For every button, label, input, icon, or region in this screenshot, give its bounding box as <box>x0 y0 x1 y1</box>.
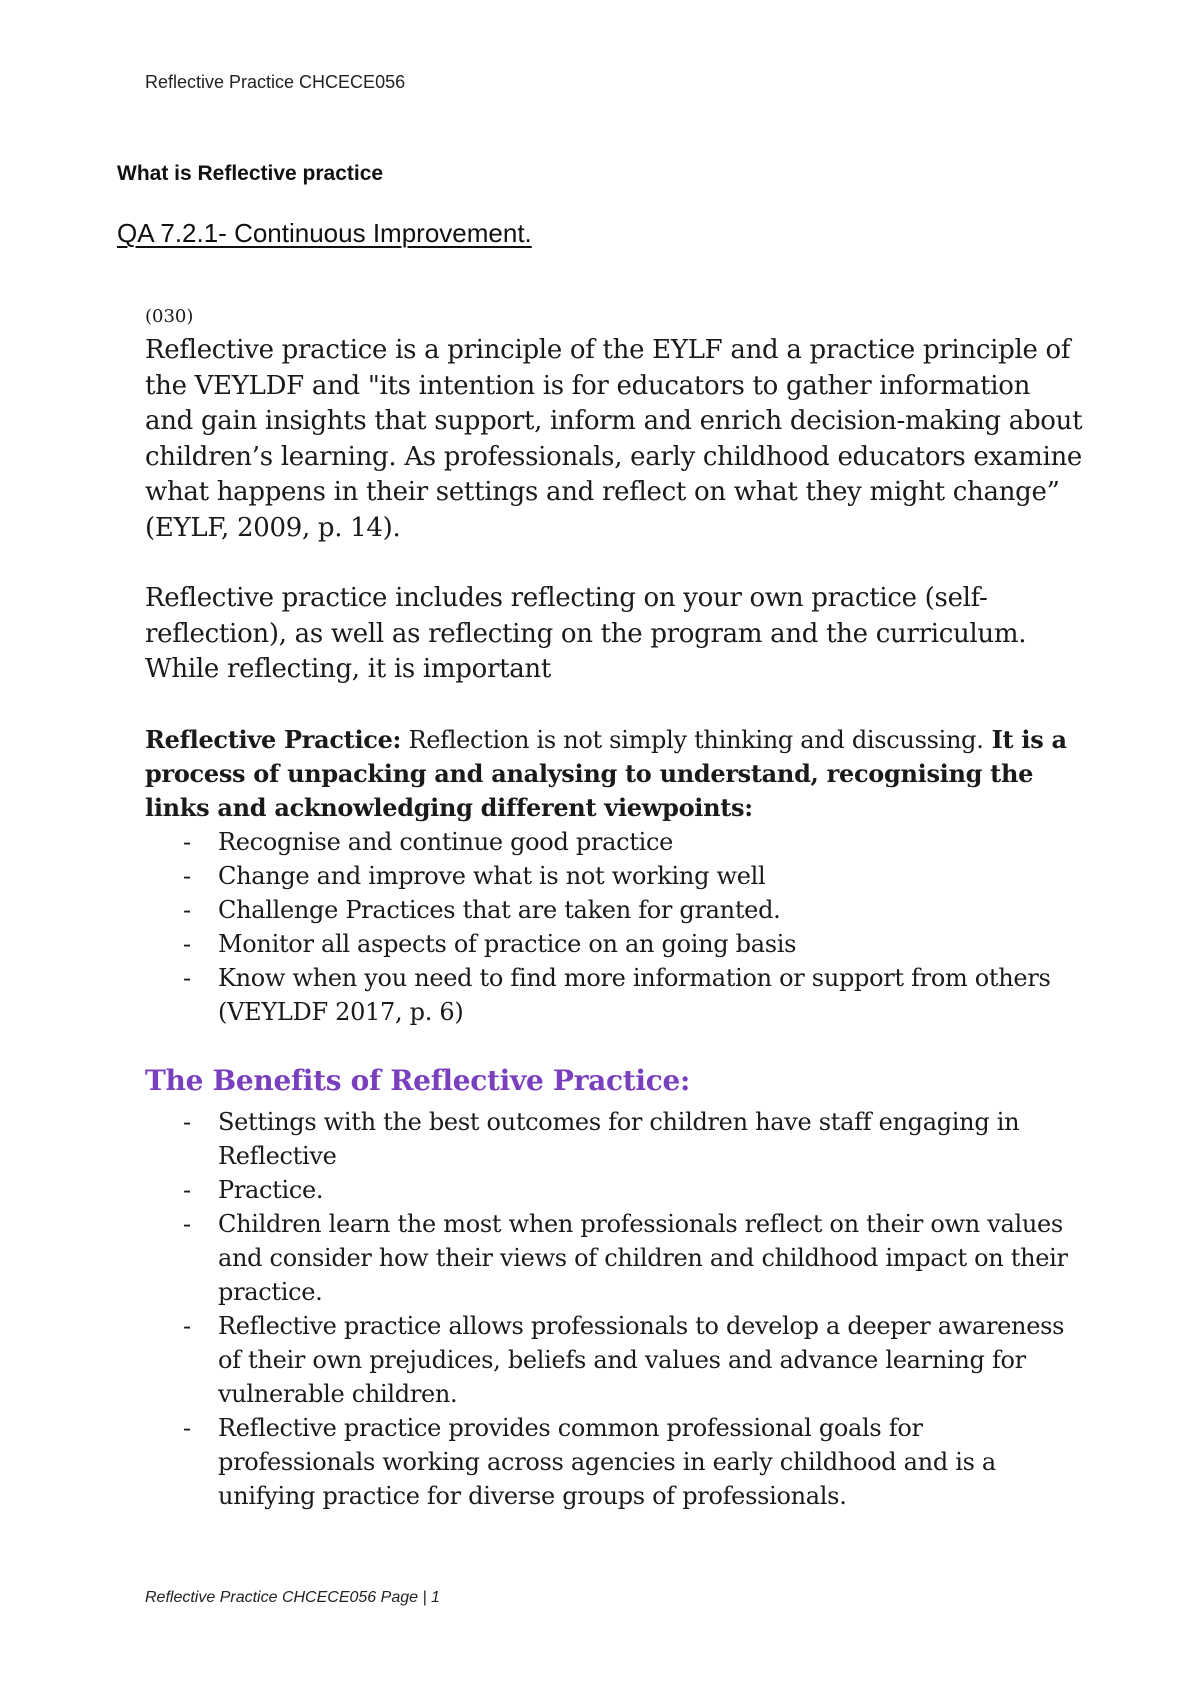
definition-label: Reflective Practice: <box>145 724 402 754</box>
list-item: - Children learn the most when professionals reflect on their own values and consider how their views of children and childhood impact on their practice. <box>183 1209 1068 1306</box>
definition-bold-text: It is a process of unpacking and analysing to understand, recognising the links and acknowledging different viewpoints: <box>145 724 1067 822</box>
list-item: - Change and improve what is not working well <box>183 861 766 890</box>
list-item: - Settings with the best outcomes for children have staff engaging in Reflective <box>183 1107 1020 1170</box>
benefits-list <box>145 1105 1085 1513</box>
reflective-practice-list <box>145 825 1085 1029</box>
document-body <box>145 306 1085 1513</box>
benefits-heading: The Benefits of Reflective Practice: <box>145 1063 691 1097</box>
list-item: - Reflective practice provides common professional goals for professionals working across agencies in early childhood and is a unifying practice for diverse groups of professionals. <box>183 1413 996 1510</box>
list-item: - Reflective practice allows professionals to develop a deeper awareness of their own prejudices, beliefs and values and advance learning for vulnerable children. <box>183 1311 1065 1408</box>
list-item: - Challenge Practices that are taken for granted. <box>183 895 781 924</box>
list-item: - Know when you need to find more information or support from others (VEYLDF 2017, p. 6) <box>183 963 1051 1026</box>
running-header: Reflective Practice CHCECE056 <box>145 72 406 92</box>
definition-plain-text: Reflection is not simply thinking and discussing. <box>401 725 984 754</box>
list-item: - Practice. <box>183 1175 324 1204</box>
intro-paragraph-2: Reflective practice includes reflecting on your own practice (self-reflection), as well as reflecting on the program and the curriculum. While reflecting, it is important <box>145 583 1027 684</box>
page-footer: Reflective Practice CHCECE056 Page | 1 <box>145 1589 440 1606</box>
qa-heading: QA 7.2.1- Continuous Improvement. <box>117 218 532 248</box>
code-label: (030) <box>145 306 194 327</box>
list-item: - Recognise and continue good practice <box>183 827 673 856</box>
list-item: - Monitor all aspects of practice on an going basis <box>183 929 797 958</box>
reflective-practice-definition <box>145 723 1085 825</box>
intro-paragraph-1: Reflective practice is a principle of the EYLF and a practice principle of the VEYLDF and "its intention is for educators to gather information and gain insights that support, inform and enrich decision-making about children’s learning. As professionals, early childhood educators examine what happens in their settings and reflect on what they might change” (EYLF, 2009, p. 14). <box>145 335 1083 543</box>
page-title: What is Reflective practice <box>117 162 384 185</box>
